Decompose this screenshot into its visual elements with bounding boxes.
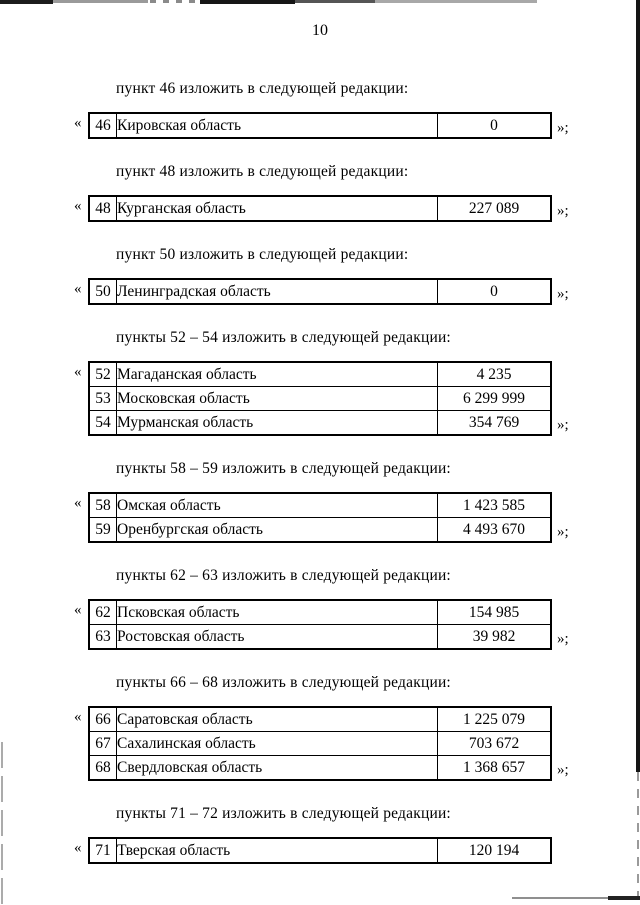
open-quote-mark: « (74, 840, 82, 856)
table-row (89, 732, 551, 756)
amendment-intro: пункты 71 – 72 изложить в следующей редакции: (116, 805, 451, 822)
table-row (89, 411, 551, 436)
table-row (89, 756, 551, 781)
close-quote-mark: »; (557, 631, 569, 647)
close-quote-mark: »; (557, 286, 569, 302)
row-number-cell: 66 (89, 707, 117, 732)
value-cell: 6 299 999 (438, 387, 552, 411)
scan-edge-artifact (53, 0, 148, 3)
table-line (74, 361, 640, 436)
table-line (74, 706, 640, 781)
region-name-cell: Сахалинская область (117, 732, 438, 756)
open-quote-mark: « (74, 115, 82, 131)
region-name-cell: Свердловская область (117, 756, 438, 781)
close-quote-mark: »; (557, 203, 569, 219)
value-cell: 227 089 (438, 196, 552, 221)
row-number-cell: 59 (89, 518, 117, 543)
scan-edge-artifact (0, 0, 53, 4)
amendment-intro: пункты 58 – 59 изложить в следующей редакции: (116, 460, 451, 477)
value-cell: 4 493 670 (438, 518, 552, 543)
region-name-cell: Кировская область (117, 113, 438, 138)
amendment-section (0, 805, 640, 864)
amendment-table (88, 195, 552, 222)
region-name-cell: Тверская область (117, 838, 438, 863)
close-quote-mark: »; (557, 417, 569, 433)
close-quote-mark (552, 862, 571, 864)
close-quote-mark: »; (557, 524, 569, 540)
close-quote-mark: »; (557, 120, 569, 136)
amendment-table (88, 837, 552, 864)
region-name-cell: Псковская область (117, 600, 438, 625)
region-name-cell: Мурманская область (117, 411, 438, 436)
amendment-intro: пункт 48 изложить в следующей редакции: (116, 163, 409, 180)
scan-edge-artifact (200, 0, 295, 4)
amendment-intro: пункты 52 – 54 изложить в следующей редакции: (116, 329, 451, 346)
scan-edge-artifact (608, 896, 640, 900)
amendment-table (88, 599, 552, 650)
row-number-cell: 62 (89, 600, 117, 625)
value-cell: 703 672 (438, 732, 552, 756)
amendment-section (0, 567, 640, 650)
amendment-section (0, 674, 640, 781)
amendment-table (88, 112, 552, 139)
value-cell: 1 423 585 (438, 493, 552, 518)
close-quote-mark: »; (557, 762, 569, 778)
value-cell: 0 (438, 113, 552, 138)
scan-edge-artifact (512, 897, 608, 899)
table-line (74, 278, 640, 305)
row-number-cell: 53 (89, 387, 117, 411)
amendment-table (88, 278, 552, 305)
scan-edge-artifact (295, 0, 375, 3)
amendment-intro: пункт 46 изложить в следующей редакции: (116, 80, 409, 97)
row-number-cell: 67 (89, 732, 117, 756)
region-name-cell: Магаданская область (117, 362, 438, 387)
row-number-cell: 54 (89, 411, 117, 436)
value-cell: 1 368 657 (438, 756, 552, 781)
table-row (89, 838, 551, 863)
region-name-cell: Московская область (117, 387, 438, 411)
scan-edge-artifact (375, 0, 537, 3)
row-number-cell: 52 (89, 362, 117, 387)
table-line (74, 837, 640, 864)
row-number-cell: 50 (89, 279, 117, 304)
amendment-section (0, 246, 640, 305)
amendment-table (88, 706, 552, 781)
row-number-cell: 58 (89, 493, 117, 518)
table-line (74, 599, 640, 650)
table-row (89, 707, 551, 732)
region-name-cell: Оренбургская область (117, 518, 438, 543)
amendment-intro: пункты 62 – 63 изложить в следующей редакции: (116, 567, 451, 584)
amendment-intro: пункты 66 – 68 изложить в следующей редакции: (116, 674, 451, 691)
region-name-cell: Ростовская область (117, 625, 438, 650)
open-quote-mark: « (74, 364, 82, 380)
table-row (89, 362, 551, 387)
region-name-cell: Саратовская область (117, 707, 438, 732)
region-name-cell: Омская область (117, 493, 438, 518)
open-quote-mark: « (74, 602, 82, 618)
region-name-cell: Ленинградская область (117, 279, 438, 304)
region-name-cell: Курганская область (117, 196, 438, 221)
value-cell: 4 235 (438, 362, 552, 387)
row-number-cell: 48 (89, 196, 117, 221)
open-quote-mark: « (74, 495, 82, 511)
value-cell: 0 (438, 279, 552, 304)
value-cell: 154 985 (438, 600, 552, 625)
table-row (89, 279, 551, 304)
amendment-intro: пункт 50 изложить в следующей редакции: (116, 246, 409, 263)
open-quote-mark: « (74, 709, 82, 725)
scan-edge-artifact (150, 0, 200, 3)
amendment-section (0, 80, 640, 139)
amendment-section (0, 163, 640, 222)
value-cell: 39 982 (438, 625, 552, 650)
table-row (89, 196, 551, 221)
amendment-table (88, 361, 552, 436)
table-line (74, 492, 640, 543)
value-cell: 1 225 079 (438, 707, 552, 732)
amendment-section (0, 460, 640, 543)
table-row (89, 113, 551, 138)
open-quote-mark: « (74, 281, 82, 297)
table-row (89, 493, 551, 518)
table-line (74, 112, 640, 139)
row-number-cell: 68 (89, 756, 117, 781)
amendment-table (88, 492, 552, 543)
open-quote-mark: « (74, 198, 82, 214)
row-number-cell: 71 (89, 838, 117, 863)
amendment-section (0, 329, 640, 436)
table-row (89, 518, 551, 543)
value-cell: 354 769 (438, 411, 552, 436)
row-number-cell: 63 (89, 625, 117, 650)
table-row (89, 625, 551, 650)
table-line (74, 195, 640, 222)
table-row (89, 600, 551, 625)
value-cell: 120 194 (438, 838, 552, 863)
page-number: 10 (312, 22, 328, 39)
table-row (89, 387, 551, 411)
row-number-cell: 46 (89, 113, 117, 138)
